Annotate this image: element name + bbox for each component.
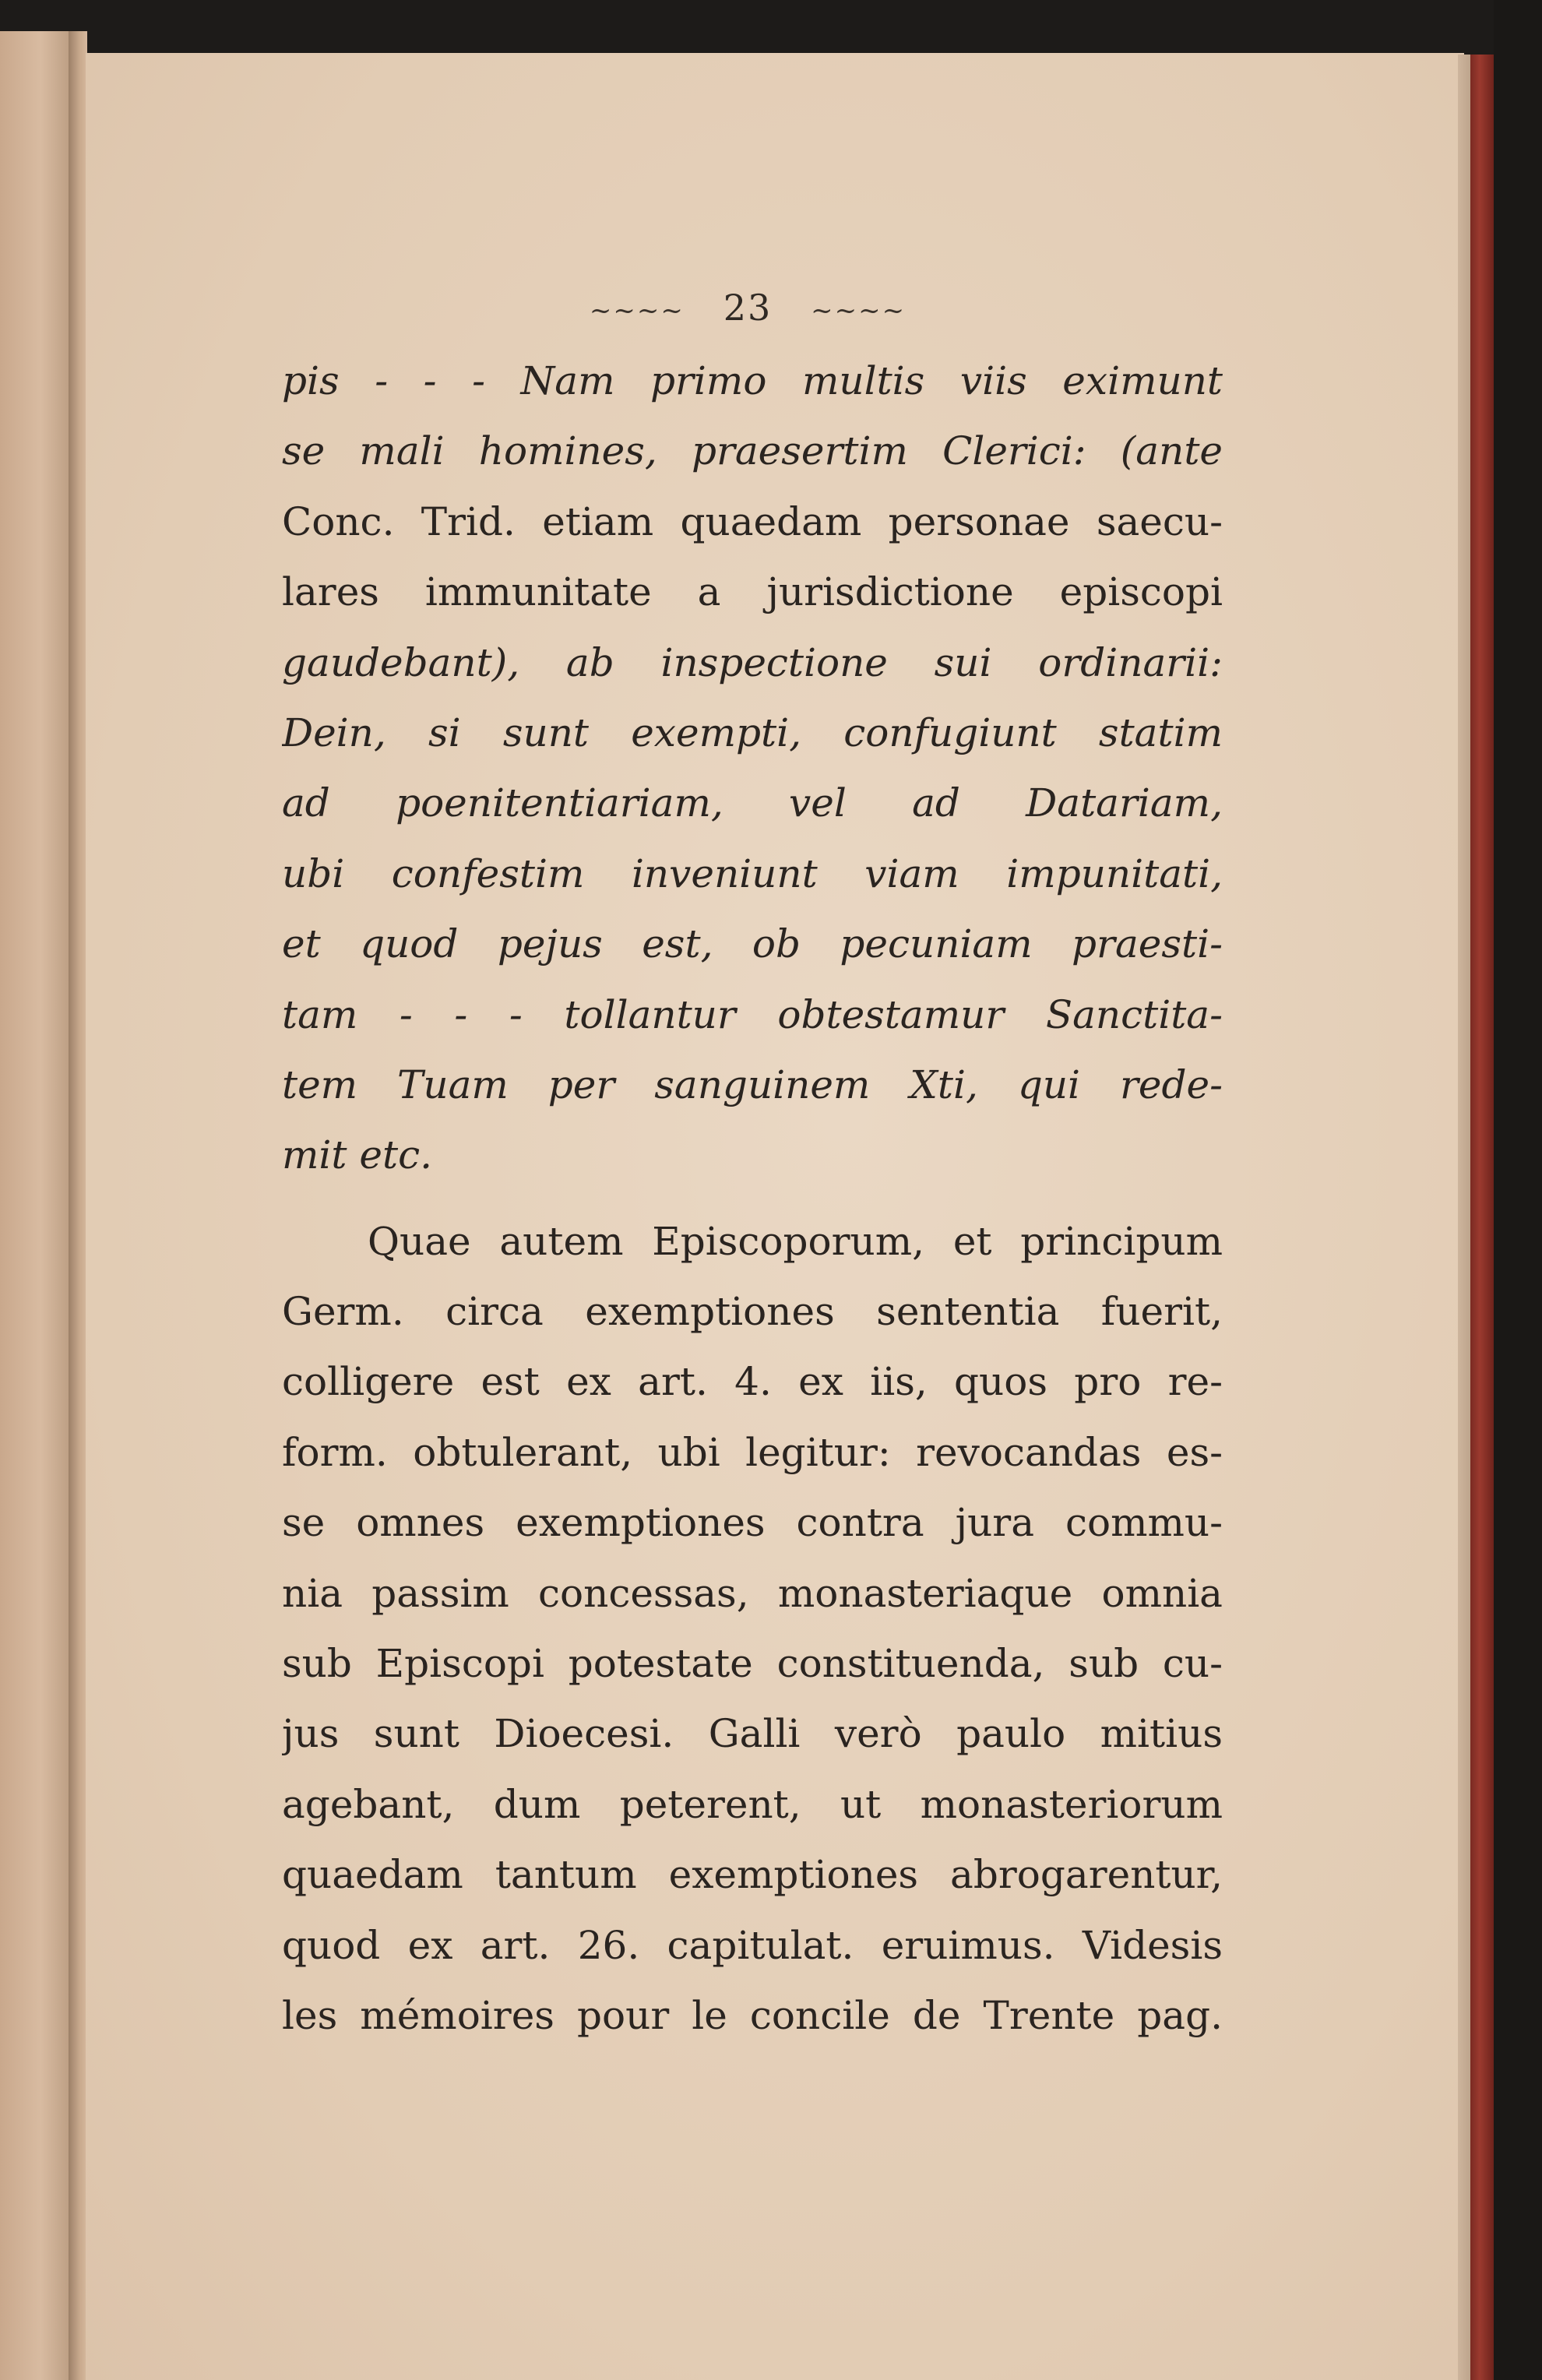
text-line: Germ. circa exemptiones sententia fuerit, [282, 1289, 1223, 1335]
text-line: quod ex art. 26. capitulat. eruimus. Videsis [282, 1922, 1223, 1968]
text-line: quaedam tantum exemptiones abrogarentur, [282, 1852, 1223, 1898]
text-line: les mémoires pour le concile de Trente pag. [282, 1992, 1223, 2038]
text-line: sub Episcopi potestate constituenda, sub cu- [282, 1641, 1223, 1687]
text-line: Quae autem Episcoporum, et principum [368, 1218, 1223, 1264]
paragraph-spacer [282, 1191, 1223, 1206]
text-line: et quod pejus est, ob pecuniam praesti- [282, 921, 1223, 967]
text-line: mit etc. [282, 1132, 432, 1178]
red-binding-edge [1470, 55, 1494, 2380]
text-line: tem Tuam per sanguinem Xti, qui rede- [282, 1061, 1223, 1107]
text-line: lares immunitate a jurisdictione episcopi [282, 569, 1223, 615]
text-line: agebant, dum peterent, ut monasteriorum [282, 1781, 1223, 1827]
header-ornament-right: ~~~~ [811, 295, 907, 326]
text-line: se omnes exemptiones contra jura commu- [282, 1500, 1223, 1546]
text-line: tam - - - tollantur obtestamur Sanctita- [282, 991, 1223, 1037]
text-line: se mali homines, praesertim Clerici: (ante [282, 428, 1223, 474]
text-line: colligere est ex art. 4. ex iis, quos pro re- [282, 1359, 1223, 1405]
page-header [280, 287, 1215, 341]
text-line: nia passim concessas, monasteriaque omnia [282, 1570, 1223, 1616]
facing-page-edge [0, 31, 74, 2380]
text-line: gaudebant), ab inspectione sui ordinarii: [282, 639, 1223, 685]
text-line: pis - - - Nam primo multis viis eximunt [282, 358, 1223, 403]
scan-right-border [1494, 0, 1542, 2380]
page-body-text [282, 346, 1223, 2051]
text-line: Dein, si sunt exempti, confugiunt statim [282, 709, 1223, 755]
book-gutter [69, 31, 87, 2380]
text-line: Conc. Trid. etiam quaedam personae saecu- [282, 498, 1223, 544]
text-line: ad poenitentiariam, vel ad Datariam, [282, 780, 1223, 826]
text-line: ubi confestim inveniunt viam impunitati, [282, 850, 1223, 896]
page-number: 23 [723, 287, 773, 329]
text-line: form. obtulerant, ubi legitur: revocandas es- [282, 1429, 1223, 1475]
text-line: jus sunt Dioecesi. Galli verò paulo mitius [282, 1711, 1223, 1757]
header-ornament-left: ~~~~ [589, 295, 685, 326]
